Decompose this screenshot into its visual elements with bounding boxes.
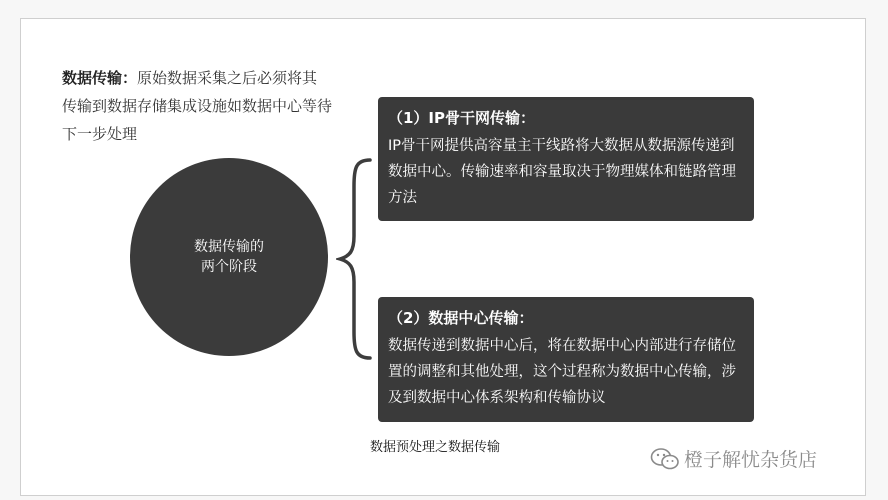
center-label-line2: 两个阶段 — [201, 259, 257, 275]
stage-title: （2）数据中心传输： — [388, 309, 534, 327]
intro-text: 原始数据采集之后必须将其传输到数据存储集成设施如数据中心等待下一步处理 — [62, 69, 333, 143]
watermark — [650, 445, 817, 472]
center-circle — [130, 158, 328, 356]
stage-box-datacenter — [378, 297, 754, 422]
curly-brace — [336, 156, 376, 362]
wechat-icon — [650, 447, 680, 471]
intro-label: 数据传输： — [62, 69, 138, 87]
stage-body: IP骨干网提供高容量主干线路将大数据从数据源传递到数据中心。传输速率和容量取决于物理媒体和链路管理方法 — [388, 138, 736, 206]
stage-title: （1）IP骨干网传输： — [388, 109, 536, 127]
stage-box-ip-backbone — [378, 97, 754, 221]
figure-caption: 数据预处理之数据传输 — [370, 440, 501, 455]
stage-body: 数据传递到数据中心后，将在数据中心内部进行存储位置的调整和其他处理，这个过程称为数据中心传输，涉及到数据中心体系架构和传输协议 — [388, 338, 736, 406]
intro-paragraph — [62, 64, 332, 148]
center-label-line1: 数据传输的 — [194, 239, 264, 255]
watermark-text: 橙子解忧杂货店 — [684, 449, 818, 471]
